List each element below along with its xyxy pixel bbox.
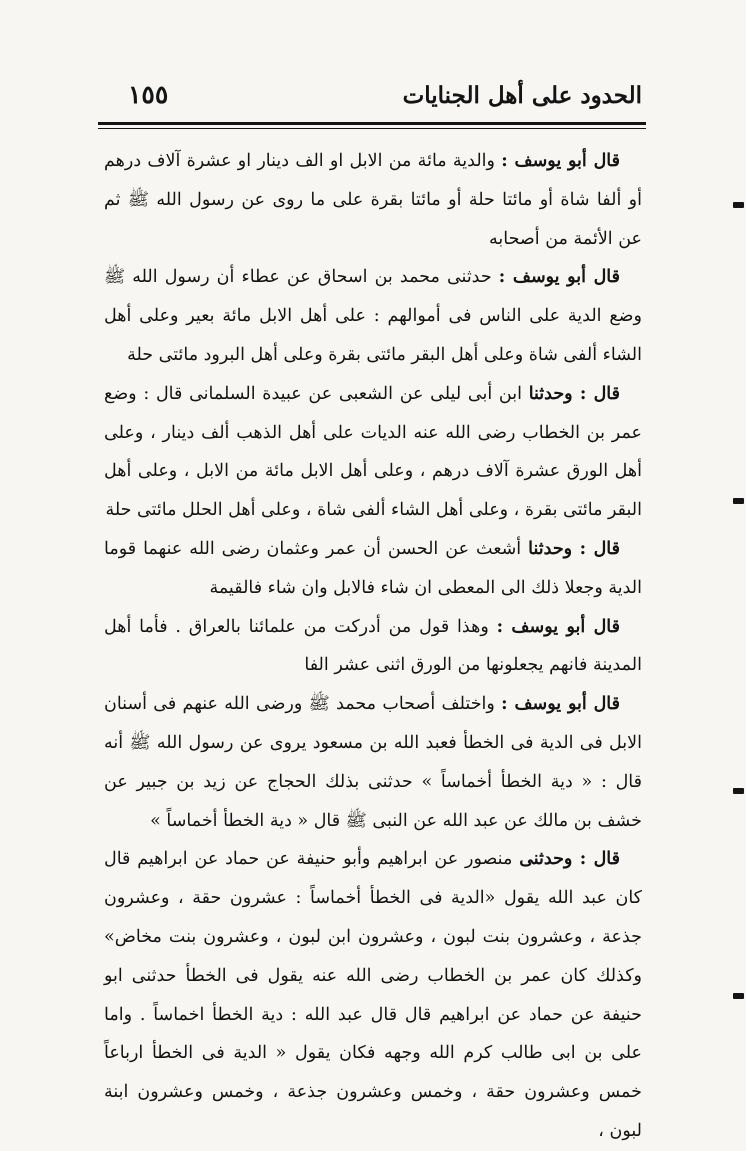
paragraph-lead: قال : وحدثنا bbox=[528, 538, 620, 559]
paragraph bbox=[104, 685, 642, 840]
binding-mark bbox=[733, 202, 744, 208]
paragraph bbox=[104, 608, 642, 686]
paragraph bbox=[104, 840, 642, 1150]
page-number: ١٥٥ bbox=[128, 80, 169, 109]
paragraph-text: منصور عن ابراهيم وأبو حنيفة عن حماد عن ابراهيم قال كان عبد الله يقول «الدية فى الخطأ أخماساً : عشرون حقة ، وعشرون جذعة ، وعشرون بنت لبون ، وعشرون ابن لبون ، وعشرون بنت مخاض» وكذلك كان عمر بن الخطاب رضى الله عنه يقول فى الخطأ حدثنى ابو حنيفة عن حماد عن ابراهيم قال قال عبد الله : دية الخطأ اخماساً . واما على بن ابى طالب كرم الله وجهه فكان يقول « الدية فى الخطأ ارباعاً خمس وعشرون حقة ، وخمس وعشرون جذعة ، وخمس وعشرون ابنة لبون ، bbox=[104, 849, 642, 1141]
paragraph bbox=[104, 375, 642, 530]
paragraph bbox=[104, 258, 642, 374]
binding-mark bbox=[733, 993, 744, 999]
body-text bbox=[104, 142, 642, 1141]
paragraph-lead: قال أبو يوسف : bbox=[498, 267, 620, 288]
paragraph bbox=[104, 142, 642, 258]
paragraph-text: حدثنى محمد بن اسحاق عن عطاء أن رسول الله ﷺ وضع الدية على الناس فى أموالهم : على أهل الابل مائة بعير وعلى أهل الشاء ألفى شاة وعلى أهل البقر مائتى بقرة وعلى أهل البرود مائتى حلة bbox=[104, 267, 642, 365]
running-title: الحدود على أهل الجنايات bbox=[402, 82, 642, 109]
paragraph-text: أشعث عن الحسن أن عمر وعثمان رضى الله عنهما قوما الدية وجعلا ذلك الى المعطى ان شاء فالابل وان شاء فالقيمة bbox=[104, 538, 642, 598]
paragraph-lead: قال أبو يوسف : bbox=[501, 151, 620, 171]
paragraph bbox=[104, 530, 642, 608]
paragraph-text: ابن أبى ليلى عن الشعبى عن عبيدة السلمانى قال : وضع عمر بن الخطاب رضى الله عنه الديات على أهل الذهب ألف دينار ، وعلى أهل الورق عشرة آلاف درهم ، وعلى أهل الابل مائة من الابل ، وعلى أهل البقر مائتى بقرة ، وعلى أهل الشاء ألفى شاة ، وعلى أهل الحلل مائتى حلة bbox=[104, 383, 642, 521]
paragraph-lead: قال أبو يوسف : bbox=[501, 694, 620, 715]
header-rule-thin bbox=[98, 128, 646, 129]
paragraph-text: واختلف أصحاب محمد ﷺ ورضى الله عنهم فى أسنان الابل فى الدية فى الخطأ فعبد الله بن مسعود يروى عن رسول الله ﷺ أنه قال : « دية الخطأ أخماساً » حدثنى بذلك الحجاج عن زيد بن جبير عن خشف بن مالك عن عبد الله عن النبى ﷺ قال « دية الخطأ أخماساً » bbox=[104, 694, 642, 831]
paragraph-lead: قال : وحدثنا bbox=[528, 383, 620, 404]
binding-mark bbox=[733, 788, 744, 794]
paragraph-lead: قال أبو يوسف : bbox=[496, 616, 620, 637]
header-rule-thick bbox=[98, 122, 646, 125]
paragraph-text: وهذا قول من أدركت من علمائنا بالعراق . فأما أهل المدينة فانهم يجعلونها من الورق اثنى عشر الفا bbox=[104, 616, 642, 676]
page-header bbox=[100, 78, 642, 122]
paragraph-text: والدية مائة من الابل او الف دينار او عشرة آلاف درهم أو ألفا شاة أو مائتا حلة أو مائتا بقرة على ما روى عن رسول الله ﷺ ثم عن الأئمة من أصحابه bbox=[104, 151, 642, 249]
binding-mark bbox=[733, 498, 744, 504]
paragraph-lead: قال : وحدثنى bbox=[519, 849, 620, 870]
